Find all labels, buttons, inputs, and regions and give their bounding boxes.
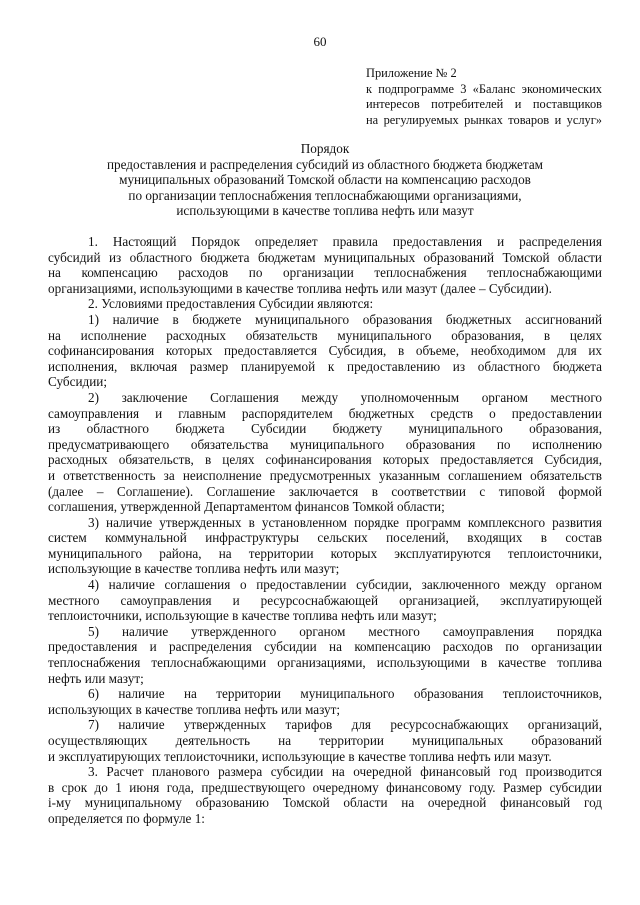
- paragraph-line: использующие в качестве топлива нефть или мазут;: [48, 561, 340, 577]
- paragraph: [48, 577, 602, 624]
- paragraph-line: осуществляющих деятельность на территории муниципальных образований: [48, 733, 602, 748]
- appendix-title: Приложение № 2: [366, 66, 457, 80]
- appendix-header: [366, 66, 602, 128]
- paragraph-line: 5) наличие утвержденного органом местного самоуправления порядка: [88, 623, 602, 639]
- paragraph-line: расходных обязательств, в целях софинансирования которых предоставляется Субсидия,: [48, 452, 602, 468]
- heading-line: по организации теплоснабжения теплоснабжающими организациями,: [128, 187, 522, 203]
- paragraph-line: (далее – Соглашение). Соглашение заключается в соответствии с типовой формой: [48, 483, 602, 499]
- paragraph-line: использующих в качестве топлива нефть или мазут;: [48, 701, 341, 717]
- paragraph-line: 3. Расчет планового размера субсидии на очередной финансовый год производится: [88, 764, 602, 780]
- paragraph-line: организациями, использующими в качестве топлива нефть или мазут (далее – Субсидии).: [48, 280, 552, 296]
- paragraph-line: 1. Настоящий Порядок определяет правила предоставления и распределения: [88, 234, 602, 249]
- paragraph: [48, 296, 602, 312]
- paragraph-line: систем коммунальной инфраструктуры сельских поселений, входящих в состав: [48, 530, 602, 546]
- paragraph-line: i-му муниципальному образованию Томской области на очередной финансовый год: [48, 795, 602, 811]
- paragraph-line: в срок до 1 июня года, предшествующего очередному финансовому году. Размер субсидии: [48, 779, 602, 795]
- page-number: 60: [313, 34, 327, 49]
- paragraph-line: 6) наличие на территории муниципального образования теплоисточников,: [88, 686, 602, 702]
- paragraph-line: местного самоуправления и ресурсоснабжающей организацией, эксплуатирующей: [48, 592, 602, 608]
- paragraph: [48, 390, 602, 515]
- paragraph-line: на компенсацию расходов по организации теплоснабжения теплоснабжающими: [48, 265, 602, 281]
- appendix-line: на регулируемых рынках товаров и услуг»: [366, 112, 602, 127]
- heading-line: предоставления и распределения субсидий из областного бюджета бюджетам: [106, 156, 544, 172]
- paragraph-line: муниципального района, на территории которых эксплуатируются теплоисточники,: [48, 545, 602, 561]
- paragraph: [48, 717, 602, 764]
- paragraph-line: Субсидии;: [48, 374, 107, 390]
- paragraph-line: из областного бюджета Субсидии бюджету муниципального образования,: [48, 421, 602, 437]
- paragraph-line: предоставления и распределения субсидии на компенсацию расходов по организации: [48, 639, 602, 655]
- paragraph-line: субсидий из областного бюджета бюджетам муниципальных образований Томской области: [48, 249, 602, 265]
- paragraph: [48, 624, 602, 686]
- paragraph-line: теплоисточники, использующие в качестве топлива нефть или мазут;: [48, 608, 437, 624]
- paragraph-line: соглашения, утвержденной Департаментом финансов Томкой области;: [48, 499, 445, 515]
- paragraph-line: 2. Условиями предоставления Субсидии являются:: [88, 296, 374, 312]
- paragraph-line: определяется по формуле 1:: [48, 810, 205, 826]
- paragraph-line: и эксплуатирующих теплоисточники, использующие в качестве топлива нефть или мазут.: [48, 748, 552, 764]
- paragraph-line: нефть или мазут;: [48, 670, 144, 686]
- paragraph-line: 3) наличие утвержденных в установленном порядке программ комплексного развития: [88, 514, 602, 530]
- document-heading: [60, 141, 590, 219]
- heading-line: муниципальных образований Томской области на компенсацию расходов: [119, 172, 531, 188]
- paragraph-line: теплоснабжения теплоснабжающими организациями, использующими в качестве топлива: [48, 655, 602, 671]
- paragraph: [48, 515, 602, 577]
- paragraph-line: и ответственность за неисполнение предусмотренных указанным соглашением обязательств: [48, 467, 602, 483]
- paragraph-line: на исполнение расходных обязательств муниципального образования, в целях: [48, 327, 602, 343]
- document-body: [48, 234, 602, 827]
- paragraph-line: софинансирования которых предоставляется Субсидия, в объеме, необходимом для их: [48, 343, 602, 359]
- heading-line: использующими в качестве топлива нефть или мазут: [176, 203, 474, 219]
- paragraph-line: предусматривающего обязательства муниципального образования по исполнению: [48, 436, 602, 452]
- paragraph: [48, 764, 602, 826]
- paragraph-line: исполнения, включая размер планируемой к предоставлению из областного бюджета: [48, 358, 602, 374]
- paragraph: [48, 686, 602, 717]
- paragraph-line: самоуправления и главным распорядителем бюджетных средств о предоставлении: [48, 405, 602, 421]
- paragraph: [48, 312, 602, 390]
- appendix-line: к подпрограмме 3 «Баланс экономических: [366, 81, 602, 96]
- paragraph-line: 4) наличие соглашения о предоставлении субсидии, заключенного между органом: [88, 577, 602, 593]
- paragraph-line: 7) наличие утвержденных тарифов для ресурсоснабжающих организаций,: [88, 717, 602, 733]
- paragraph-line: 2) заключение Соглашения между уполномоченным органом местного: [88, 389, 602, 405]
- paragraph: [48, 234, 602, 296]
- heading-title: Порядок: [300, 141, 350, 156]
- paragraph-line: 1) наличие в бюджете муниципального образования бюджетных ассигнований: [88, 311, 602, 327]
- appendix-line: интересов потребителей и поставщиков: [366, 97, 602, 111]
